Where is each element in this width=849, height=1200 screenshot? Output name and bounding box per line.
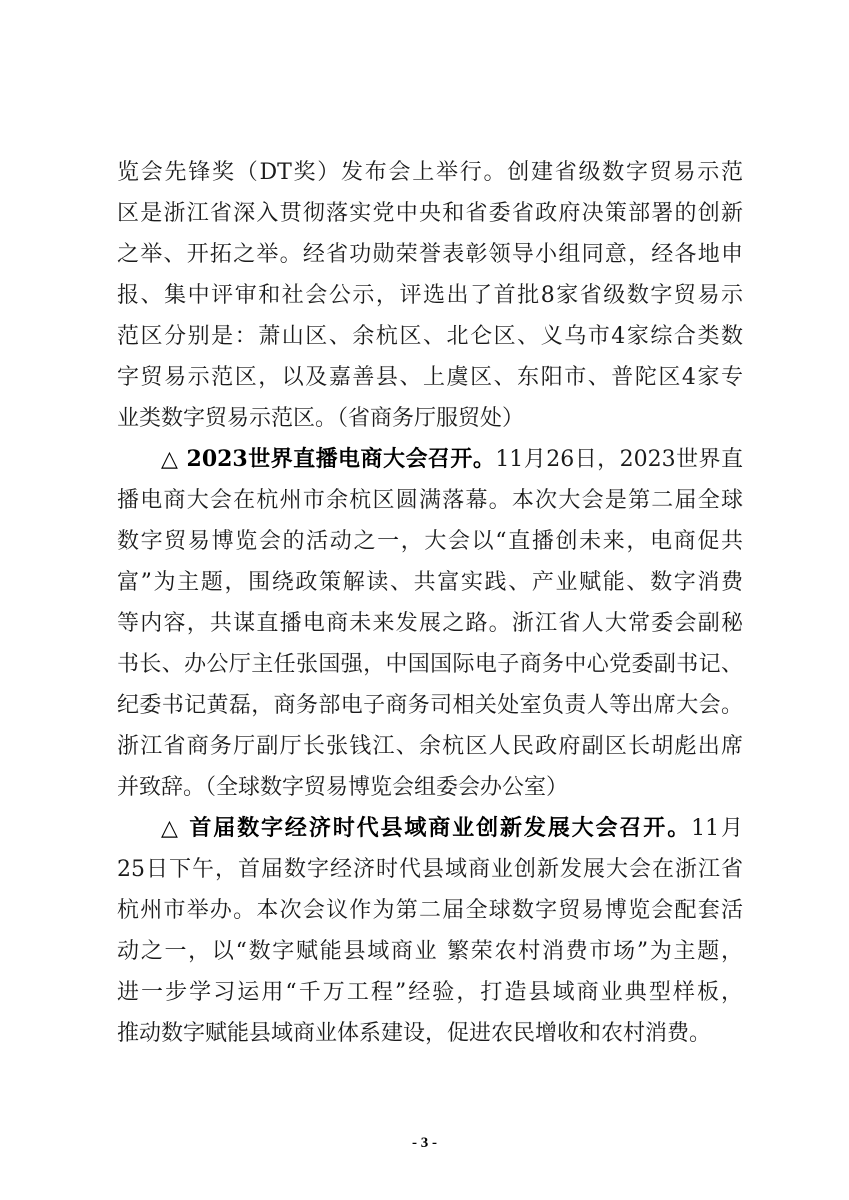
paragraph-dt-award (117, 152, 743, 439)
text-line: 浙江省商务厅副厅长张钱江、余杭区人民政府副区长胡彪出席 (117, 734, 743, 759)
text-line (117, 808, 743, 849)
text-line: 范区分别是：萧山区、余杭区、北仑区、义乌市4家综合类数 (117, 324, 743, 349)
page-number: - 3 - (412, 1135, 437, 1151)
paragraph-heading: △ 2023世界直播电商大会召开。 (161, 446, 496, 472)
text-line: 览会先锋奖（DT奖）发布会上举行。创建省级数字贸易示范 (117, 160, 743, 185)
text-line: 并致辞。（全球数字贸易博览会组委会办公室） (117, 775, 569, 800)
text-line: 进一步学习运用“千万工程”经验，打造县域商业典型样板， (117, 980, 743, 1005)
paragraph-text: 11月 (691, 816, 743, 841)
text-line: 动之一，以“数字赋能县域商业 繁荣农村消费市场”为主题， (117, 939, 743, 964)
text-line: 数字贸易博览会的活动之一，大会以“直播创未来，电商促共 (117, 529, 743, 554)
text-line: 字贸易示范区，以及嘉善县、上虞区、东阳市、普陀区4家专 (117, 365, 743, 390)
text-line: 之举、开拓之举。经省功勋荣誉表彰领导小组同意，经各地申 (117, 242, 743, 267)
text-line: 报、集中评审和社会公示，评选出了首批8家省级数字贸易示 (117, 283, 743, 308)
text-line: 业类数字贸易示范区。（省商务厅服贸处） (117, 406, 525, 431)
text-line: 区是浙江省深入贯彻落实党中央和省委省政府决策部署的创新 (117, 201, 743, 226)
paragraph-heading: △ 首届数字经济时代县域商业创新发展大会召开。 (161, 815, 692, 841)
paragraph-live-commerce-conference (117, 439, 743, 808)
text-line: 等内容，共谋直播电商未来发展之路。浙江省人大常委会副秘 (117, 611, 743, 636)
text-line: 播电商大会在杭州市余杭区圆满落幕。本次大会是第二届全球 (117, 488, 743, 513)
text-line: 25日下午，首届数字经济时代县域商业创新发展大会在浙江省 (117, 857, 743, 882)
text-line: 纪委书记黄磊，商务部电子商务司相关处室负责人等出席大会。 (117, 693, 743, 718)
paragraph-county-commerce-conference (117, 808, 743, 1054)
text-line: 推动数字赋能县域商业体系建设，促进农民增收和农村消费。 (117, 1021, 712, 1046)
document-body (117, 152, 743, 1054)
text-line: 富”为主题，围绕政策解读、共富实践、产业赋能、数字消费 (117, 570, 743, 595)
text-line: 书长、办公厅主任张国强，中国国际电子商务中心党委副书记、 (117, 652, 743, 677)
text-line: 杭州市举办。本次会议作为第二届全球数字贸易博览会配套活 (117, 898, 743, 923)
paragraph-text: 11月26日，2023世界直 (495, 447, 743, 472)
text-line (117, 439, 743, 480)
